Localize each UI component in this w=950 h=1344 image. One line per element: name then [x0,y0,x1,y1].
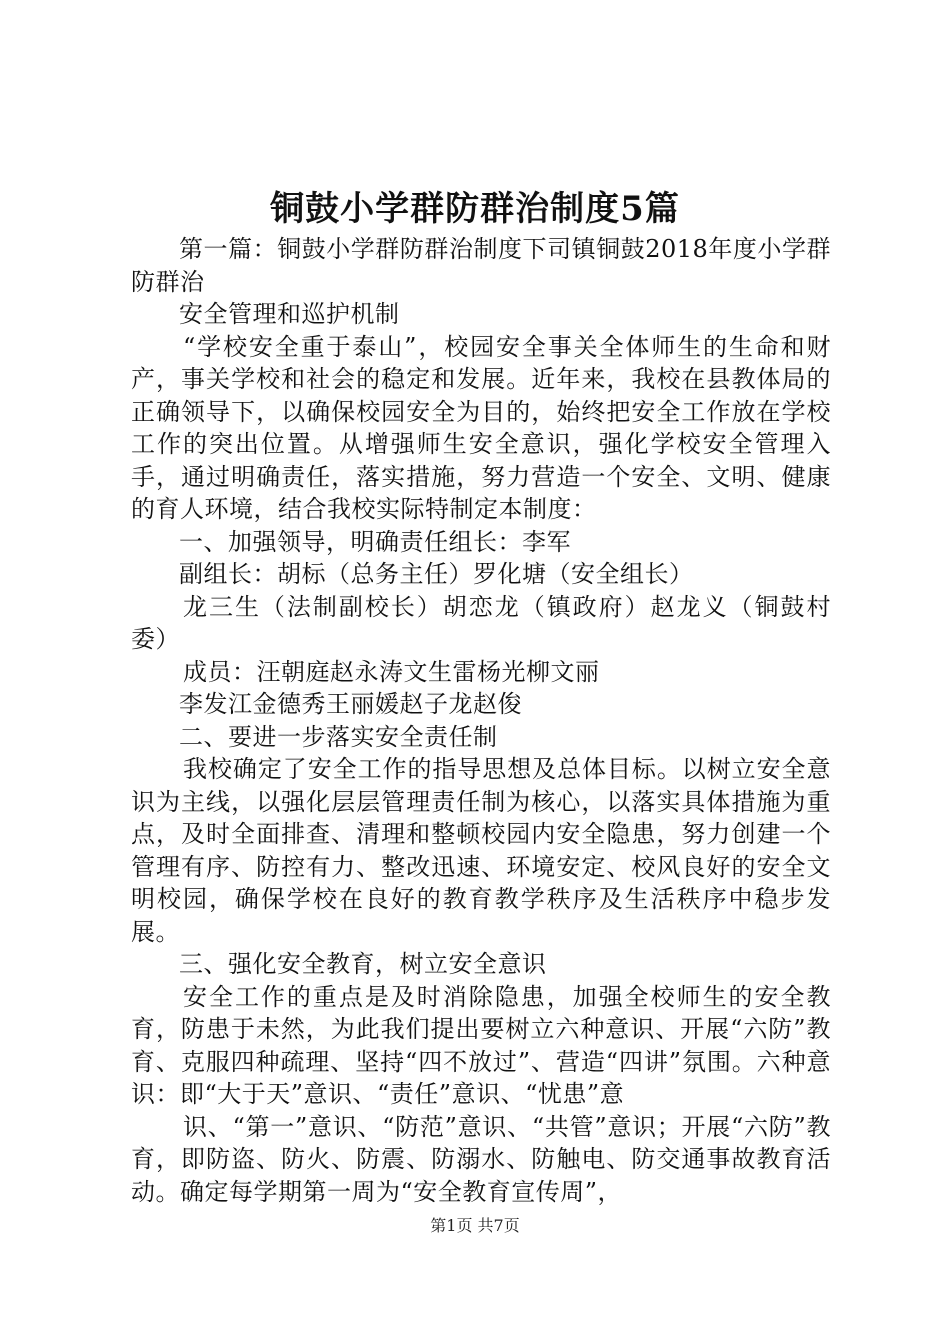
paragraph: 三、强化安全教育，树立安全意识 [179,950,547,978]
paragraph: 安全工作的重点是及时消除隐患，加强全校师生的安全教育，防患于未然，为此我们提出要树立六种意识、开展“六防”教育、克服四种疏理、坚持“四不放过”、营造“四讲”氛围。六种意识：即“大于天”意识、“责任”意识、“忧患”意 [131,982,831,1108]
paragraph: 我校确定了安全工作的指导思想及总体目标。以树立安全意识为主线，以强化层层管理责任制为核心，以落实具体措施为重点，及时全面排查、清理和整顿校园内安全隐患，努力创建一个管理有序、防控有力、整改迅速、环境安定、校风良好的安全文明校园，确保学校在良好的教育教学秩序及生活秩序中稳步发展。 [131,755,831,946]
paragraph: 第一篇：铜鼓小学群防群治制度下司镇铜鼓2018年度小学群防群治 [131,235,831,296]
paragraph: 副组长：胡标（总务主任）罗化塘（安全组长） [179,560,694,588]
document-body [131,233,831,1208]
document-title: 铜鼓小学群防群治制度5篇 [270,189,680,229]
paragraph: 二、要进一步落实安全责任制 [179,722,498,751]
paragraph: 一、加强领导，明确责任组长：李军 [179,527,571,556]
paragraph: 李发江金德秀王丽媛赵子龙赵俊 [179,690,522,718]
paragraph: 识、“第一”意识、“防范”意识、“共管”意识；开展“六防”教育，即防盗、防火、防震、防溺水、防触电、防交通事故教育活动。确定每学期第一周为“安全教育宣传周”， [131,1112,831,1206]
paragraph: 安全管理和巡护机制 [179,300,400,328]
paragraph: 成员：汪朝庭赵永涛文生雷杨光柳文丽 [183,657,600,686]
paragraph: 龙三生（法制副校长）胡恋龙（镇政府）赵龙义（铜鼓村委） [131,592,831,653]
paragraph: “学校安全重于泰山”，校园安全事关全体师生的生命和财产，事关学校和社会的稳定和发展。近年来，我校在县教体局的正确领导下，以确保校园安全为目的，始终把安全工作放在学校工作的突出位置。从增强师生安全意识，强化学校安全管理入手，通过明确责任，落实措施，努力营造一个安全、文明、健康的育人环境，结合我校实际特制定本制度： [131,332,831,523]
page-footer: 第1页 共7页 [430,1216,520,1235]
